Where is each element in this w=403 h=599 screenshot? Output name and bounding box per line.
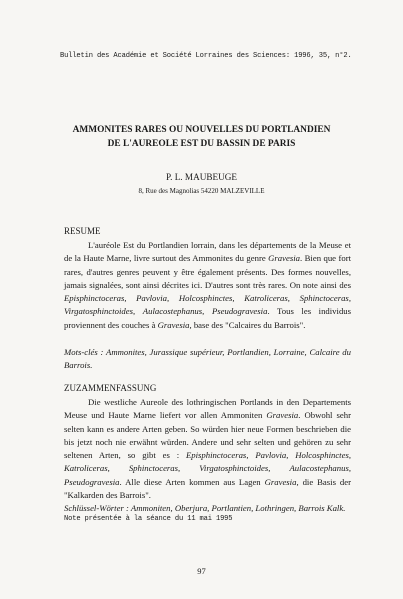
journal-citation: Bulletin des Académie et Société Lorraines des Sciences: 1996, 35, n°2. xyxy=(60,52,352,60)
author-name: P. L. MAUBEUGE xyxy=(166,172,237,182)
zusammenfassung-text: Die westliche Aureole des lothringischen Portlands in den Departements Meuse und Haute Marne liefert vor allen Ammoniten Gravesia. Obwohl sehr selten kann es andere Arten geben. So würden hier neue Formen beschrieben die bis jetzt noch nie erwähnt würden. Andere und sehr selten und gehören zu sehr seltenen Arten, so gibt es : Episphinctoceras, Pavlovia, Holcosphinctes, Katroliceras, Sphinctoceras, Virgatosphinctoides, Aulacostephanus, Pseudogravesia. Alle diese Arten kommen aus Lagen Gravesia, die Basis der "Kalkarden des Barrois". xyxy=(64,397,352,501)
article-title xyxy=(0,123,403,151)
schlussel-worter-keywords: Schlüssel-Wörter : Ammoniten, Oberjura, Portlantien, Lothringen, Barrois Kalk. xyxy=(64,503,346,513)
title-line-2: DE L'AUREOLE EST DU BASSIN DE PARIS xyxy=(107,139,296,149)
resume-abstract xyxy=(64,239,351,332)
page-number: 97 xyxy=(197,566,206,576)
presentation-note: Note présentée à la séance du 11 mai 1995 xyxy=(64,515,233,523)
title-line-1: AMMONITES RARES OU NOUVELLES DU PORTLANDIEN xyxy=(72,125,331,135)
mots-cles-keywords: Mots-clés : Ammonites, Jurassique supérieur, Portlandien, Lorraine, Calcaire du Barrois. xyxy=(64,347,351,371)
zusammenfassung-abstract xyxy=(64,396,351,502)
zusammenfassung-heading: ZUZAMMENFASSUNG xyxy=(64,383,157,393)
resume-text: L'auréole Est du Portlandien lorrain, dans les départements de la Meuse et de la Haute Marne, livre surtout des Ammonites du genre Gravesia. Bien que fort rares, d'autres genres peuvent y être également présents. Des formes nouvelles, jamais signalées, sont ainsi décrites ici. D'autres sont très rares. On note ainsi des Episphinctoceras, Pavlovia, Holcosphinctes, Katroliceras, Sphinctoceras, Virgatosphinctoides, Aulacostephanus, Pseudogravesia. Tous les individus proviennent des couches à Gravesia, base des "Calcaires du Barrois". xyxy=(64,240,352,330)
resume-heading: RESUME xyxy=(64,226,101,236)
author-address: 8, Rue des Magnolias 54220 MALZEVILLE xyxy=(138,187,265,195)
